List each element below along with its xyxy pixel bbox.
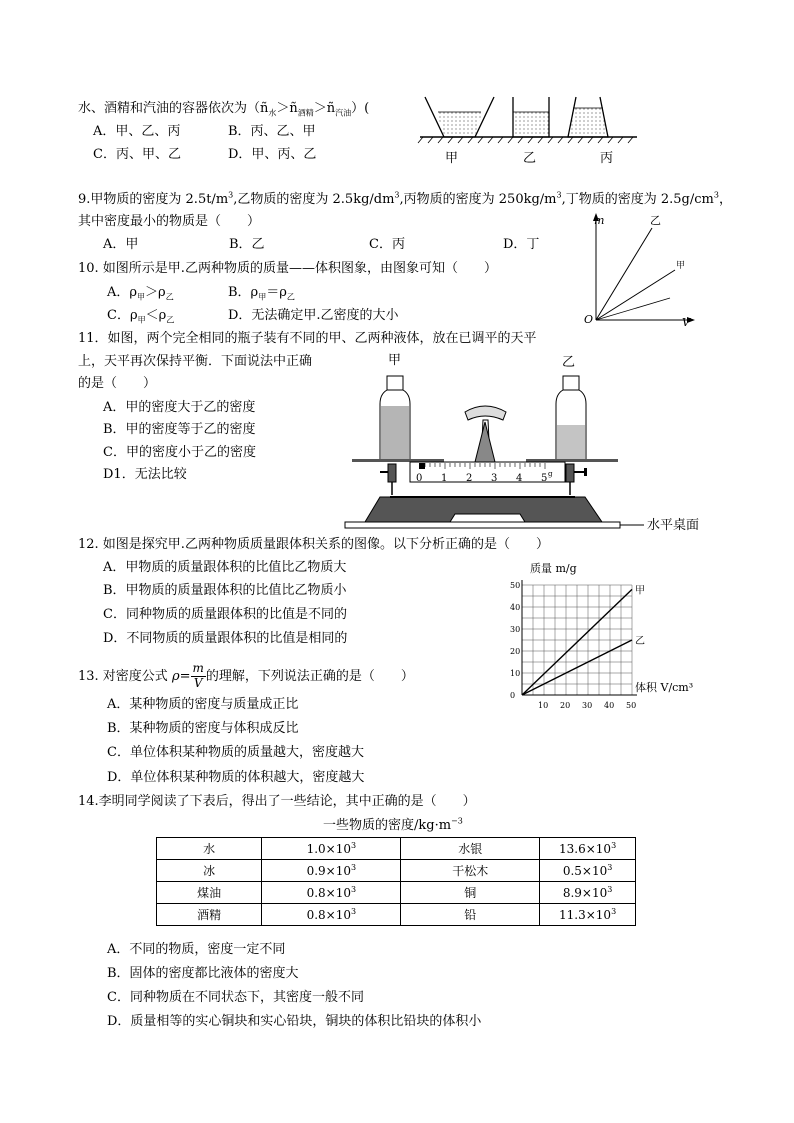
q11-stem-line2: 上，天平再次保持平衡．下面说法中正确 bbox=[78, 354, 313, 369]
container-label-bing: 丙 bbox=[600, 151, 614, 166]
q8-option-b[interactable]: B．丙、乙、甲 bbox=[228, 124, 316, 139]
q10-option-d[interactable]: D．无法确定甲.乙密度的大小 bbox=[228, 308, 399, 323]
q12-option-c[interactable]: C．同种物质的质量跟体积的比值是不同的 bbox=[103, 607, 347, 622]
table-cell: 水 bbox=[157, 838, 262, 860]
svg-text:1: 1 bbox=[441, 473, 448, 484]
x-tick-label: 30 bbox=[582, 701, 593, 710]
x-tick-label: 10 bbox=[538, 701, 549, 710]
q10-graph bbox=[580, 210, 700, 335]
table-label: 水平桌面 bbox=[647, 518, 700, 532]
table-cell: $0.8\times 10^3$ bbox=[262, 904, 401, 926]
q13-option-c[interactable]: C．单位体积某种物质的质量越大，密度越大 bbox=[107, 745, 364, 760]
svg-text:m: m bbox=[594, 214, 605, 227]
bottle-label-jia: 甲 bbox=[388, 353, 402, 368]
y-tick-label: 20 bbox=[510, 647, 521, 656]
q11-option-a[interactable]: A．甲的密度大于乙的密度 bbox=[103, 400, 256, 415]
table-cell: 酒精 bbox=[157, 904, 262, 926]
table-row bbox=[157, 838, 636, 860]
q12-option-d[interactable]: D．不同物质的质量跟体积的比值是相同的 bbox=[103, 631, 348, 646]
q9-option-a[interactable]: A．甲 bbox=[103, 237, 139, 252]
q11-stem-line3: 的是（ ） bbox=[78, 376, 157, 391]
y-tick-label: 30 bbox=[510, 625, 521, 634]
q8-stem: 水、酒精和汽油的容器依次为$(ñ_水>ñ_{酒精}>ñ_{汽油})$( bbox=[78, 101, 370, 118]
chart-series bbox=[522, 584, 645, 695]
table-cell: $0.5\times 10^3$ bbox=[540, 860, 636, 882]
svg-text:O: O bbox=[584, 313, 594, 326]
table-cell: 铜 bbox=[401, 882, 540, 904]
svg-text:V: V bbox=[682, 316, 690, 329]
container-label-jia: 甲 bbox=[445, 151, 459, 166]
q13-option-a[interactable]: A．某种物质的密度与质量成正比 bbox=[107, 697, 299, 712]
q14-stem: 14.李明同学阅读了下表后，得出了一些结论，其中正确的是（ ） bbox=[78, 794, 476, 809]
q13-option-b[interactable]: B．某种物质的密度与体积成反比 bbox=[107, 721, 299, 736]
x-tick-label: 50 bbox=[626, 701, 637, 710]
svg-text:2: 2 bbox=[466, 473, 473, 484]
q10-option-a[interactable]: A．$\rho_甲>\rho_乙$ bbox=[107, 285, 174, 302]
chart-x-label: 体积 V/cm³ bbox=[635, 681, 694, 694]
formula-rho: ρ bbox=[171, 668, 180, 684]
q9-stem-line1: 9.甲物质的密度为 $2.5t/m^3$,乙物质的密度为 $2.5kg/dm^3$,丙物质的密度为 $250kg/m^3$,丁物质的密度为 $2.5g/cm^3$， bbox=[78, 190, 732, 207]
q13-option-d[interactable]: D．单位体积某种物质的体积越大，密度越大 bbox=[107, 770, 365, 785]
svg-text:4: 4 bbox=[516, 473, 523, 484]
density-table-title: 一些物质的密度$/kg\cdot m^{-3}$ bbox=[323, 816, 463, 833]
q9-option-d[interactable]: D．丁 bbox=[503, 237, 540, 252]
q10-stem: 10. 如图所示是甲.乙两种物质的质量——体积图象，由图象可知（ ） bbox=[78, 261, 497, 276]
table-row bbox=[157, 882, 636, 904]
q14-option-d[interactable]: D．质量相等的实心铜块和实心铅块，铜块的体积比铅块的体积小 bbox=[107, 1014, 482, 1029]
y-tick-label: 10 bbox=[510, 669, 521, 678]
density-table bbox=[156, 837, 636, 926]
svg-text:g: g bbox=[548, 470, 553, 478]
q8-option-c[interactable]: C．丙、甲、乙 bbox=[93, 147, 181, 162]
q14-option-b[interactable]: B．固体的密度都比液体的密度大 bbox=[107, 966, 299, 981]
q8-option-a[interactable]: A．甲、乙、丙 bbox=[93, 124, 181, 139]
q9-option-b[interactable]: B．乙 bbox=[229, 237, 265, 252]
q14-option-c[interactable]: C．同种物质在不同状态下，其密度一般不同 bbox=[107, 990, 364, 1005]
containers-figure bbox=[415, 92, 640, 167]
svg-text:5: 5 bbox=[541, 473, 548, 484]
q11-option-c[interactable]: C．甲的密度小于乙的密度 bbox=[103, 445, 256, 460]
svg-text:乙: 乙 bbox=[650, 214, 661, 227]
q9-option-c[interactable]: C．丙 bbox=[369, 237, 405, 252]
svg-text:0: 0 bbox=[416, 473, 423, 484]
q12-chart bbox=[500, 560, 700, 715]
series-label: 甲 bbox=[635, 585, 645, 597]
svg-text:甲: 甲 bbox=[676, 261, 686, 271]
x-tick-label: 40 bbox=[604, 701, 615, 710]
q11-option-b[interactable]: B．甲的密度等于乙的密度 bbox=[103, 422, 256, 437]
table-cell: 铅 bbox=[401, 904, 540, 926]
table-cell: $11.3\times 10^3$ bbox=[540, 904, 636, 926]
table-cell: $13.6\times 10^3$ bbox=[540, 838, 636, 860]
table-cell: $8.9\times 10^3$ bbox=[540, 882, 636, 904]
table-cell: 冰 bbox=[157, 860, 262, 882]
balance-figure bbox=[340, 350, 720, 532]
chart-y-label: 质量 m/g bbox=[530, 562, 577, 575]
q10-option-b[interactable]: B．$\rho_甲=\rho_乙$ bbox=[228, 285, 295, 302]
q12-option-b[interactable]: B．甲物质的质量跟体积的比值比乙物质小 bbox=[103, 583, 347, 598]
y-tick-label: 40 bbox=[510, 603, 521, 612]
x-tick-label: 20 bbox=[560, 701, 571, 710]
q12-option-a[interactable]: A．甲物质的质量跟体积的比值比乙物质大 bbox=[103, 560, 347, 575]
table-row bbox=[157, 904, 636, 926]
q8-option-d[interactable]: D．甲、丙、乙 bbox=[228, 147, 317, 162]
table-cell: $1.0\times 10^3$ bbox=[262, 838, 401, 860]
q11-option-d[interactable]: D1．无法比较 bbox=[103, 467, 187, 482]
q14-option-a[interactable]: A．不同的物质，密度一定不同 bbox=[107, 942, 286, 957]
table-cell: $0.9\times 10^3$ bbox=[262, 860, 401, 882]
table-cell: 水银 bbox=[401, 838, 540, 860]
q9-stem-line2: 其中密度最小的物质是（ ） bbox=[78, 214, 261, 229]
svg-text:3: 3 bbox=[491, 473, 498, 484]
container-label-yi: 乙 bbox=[523, 151, 537, 166]
table-row bbox=[157, 860, 636, 882]
formula-fraction: $\frac{m}{V}$ bbox=[192, 661, 204, 690]
table-cell: 干松木 bbox=[401, 860, 540, 882]
series-label: 乙 bbox=[635, 636, 645, 647]
q12-stem: 12. 如图是探究甲.乙两种物质质量跟体积关系的图像。以下分析正确的是（ ） bbox=[78, 537, 549, 552]
y-tick-label: 0 bbox=[510, 691, 516, 700]
table-cell: $0.8\times 10^3$ bbox=[262, 882, 401, 904]
table-cell: 煤油 bbox=[157, 882, 262, 904]
bottle-label-yi: 乙 bbox=[562, 355, 576, 370]
q10-option-c[interactable]: C．$\rho_甲<\rho_乙$ bbox=[107, 308, 175, 325]
y-tick-label: 50 bbox=[510, 581, 521, 590]
q11-stem-line1: 11．如图，两个完全相同的瓶子装有不同的甲、乙两种液体，放在已调平的天平 bbox=[78, 331, 537, 346]
q13-stem: 13. 对密度公式 ρ= $\frac{m}{V}$ 的理解，下列说法正确的是（ ） bbox=[78, 661, 414, 690]
